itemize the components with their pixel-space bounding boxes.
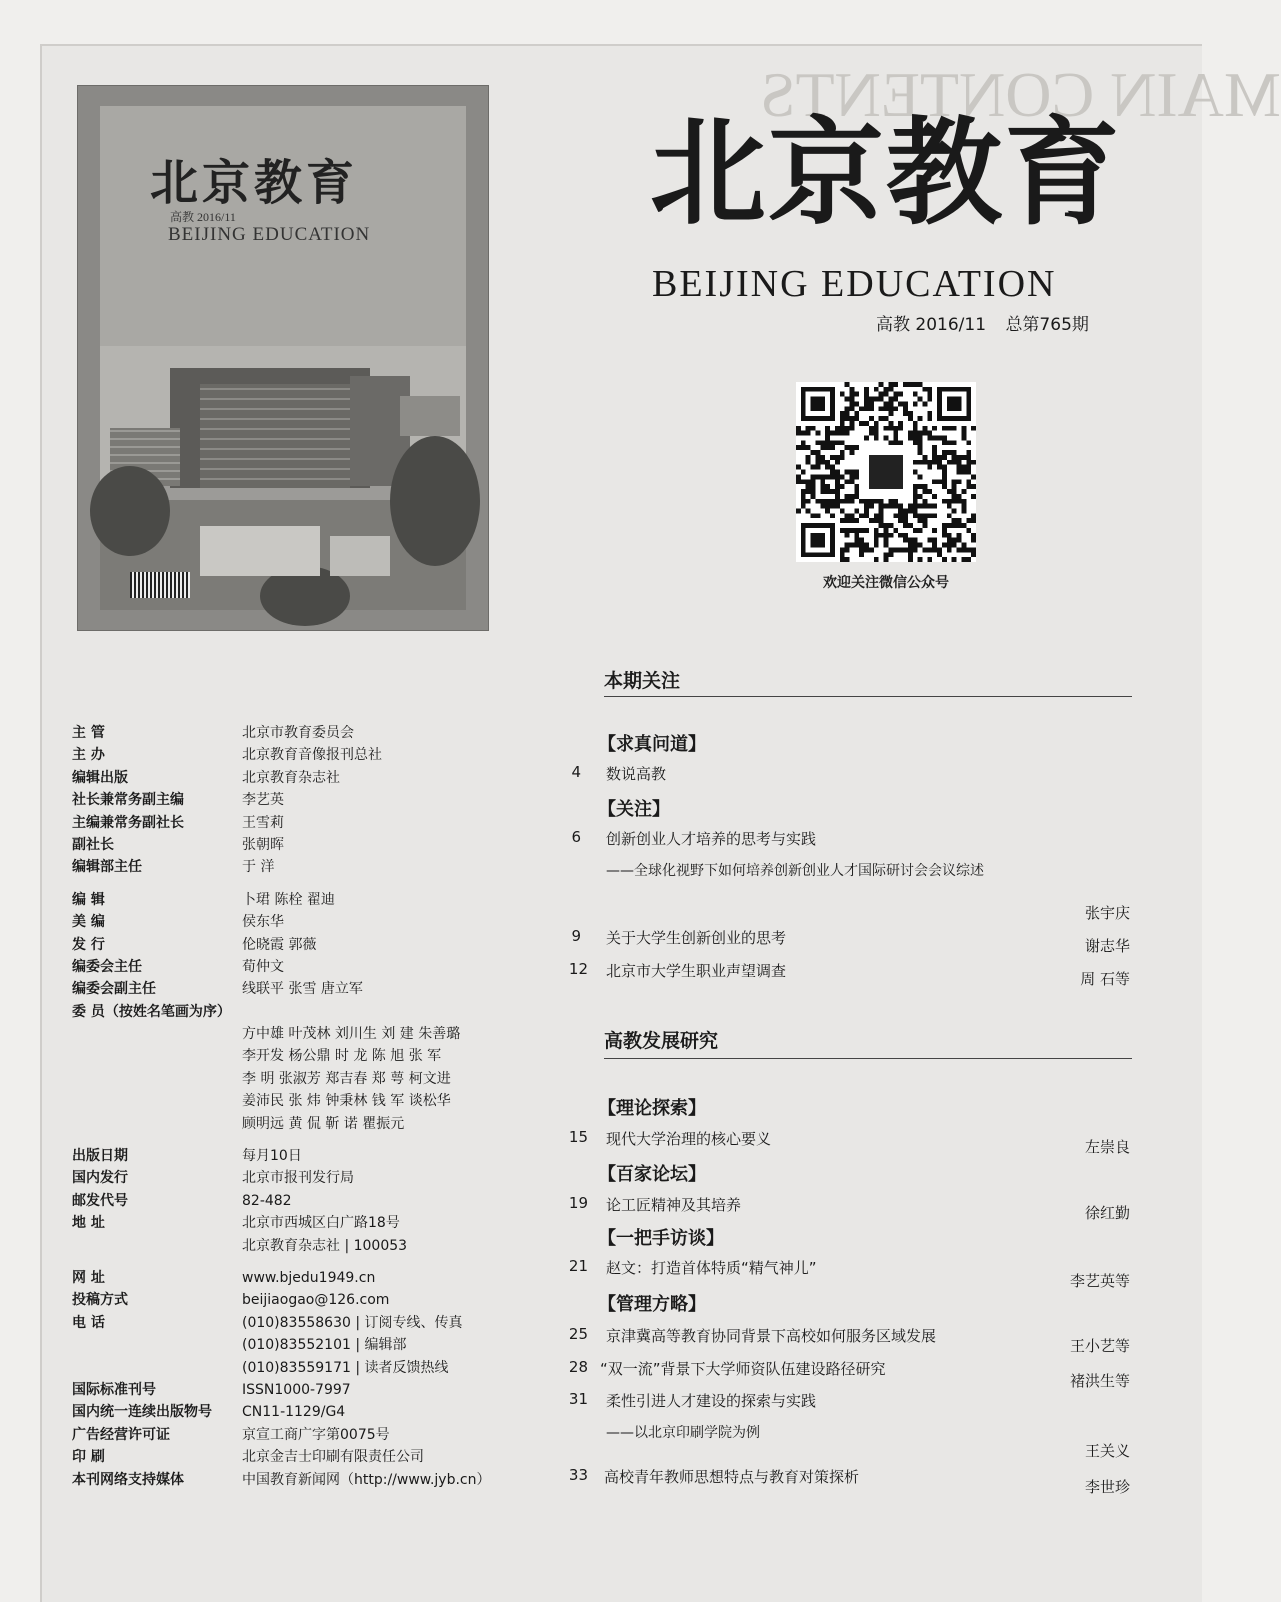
info-value: 北京市报刊发行局 xyxy=(242,1170,354,1187)
qr-caption: 欢迎关注微信公众号 xyxy=(823,575,949,591)
info-row xyxy=(72,1267,542,1289)
info-label: 网 址 xyxy=(72,1269,105,1286)
info-value: 荀仲文 xyxy=(242,958,284,975)
info-value: 姜沛民 张 炜 钟秉林 钱 军 谈松华 xyxy=(242,1093,451,1110)
info-row xyxy=(72,812,542,834)
info-value: 北京市教育委员会 xyxy=(242,725,354,741)
info-row xyxy=(72,1235,542,1257)
spacer xyxy=(72,879,542,889)
section-divider xyxy=(604,696,1132,697)
info-label: 主编兼常务副社长 xyxy=(72,814,184,831)
tag-interview: 【一把手访谈】 xyxy=(598,1228,724,1249)
info-label: 发 行 xyxy=(72,936,105,953)
info-row xyxy=(72,978,542,1000)
info-label: 编辑部主任 xyxy=(72,859,142,876)
info-value: 于 洋 xyxy=(242,859,275,876)
info-value: 伦晓霞 郭薇 xyxy=(242,936,317,953)
info-value: 顾明远 黄 侃 靳 诺 瞿振元 xyxy=(242,1115,405,1132)
info-row xyxy=(72,1068,542,1090)
info-row xyxy=(72,744,542,766)
info-label: 投稿方式 xyxy=(72,1292,128,1309)
info-row xyxy=(72,934,542,956)
section-heading-focus: 本期关注 xyxy=(604,670,681,692)
info-value: 82-482 xyxy=(242,1192,292,1209)
cover-logo: 北京教育 xyxy=(150,155,359,211)
info-row xyxy=(72,767,542,789)
toc-page: 19 xyxy=(568,1194,588,1212)
toc-author: 褚洪生等 xyxy=(1069,1372,1130,1390)
info-value: 李艺英 xyxy=(242,792,284,809)
tag-qiuzhen: 【求真问道】 xyxy=(598,734,706,755)
info-row xyxy=(72,1001,542,1023)
info-row xyxy=(72,1190,542,1212)
toc-title[interactable]: 关于大学生创新创业的思考 xyxy=(606,929,787,947)
info-row xyxy=(72,1045,542,1067)
toc-title[interactable]: 现代大学治理的核心要义 xyxy=(606,1130,772,1148)
info-label: 编辑出版 xyxy=(72,769,128,786)
toc-subtitle: ——全球化视野下如何培养创新创业人才国际研讨会会议综述 xyxy=(606,863,984,879)
info-value[interactable]: 中国教育新闻网（http://www.jyb.cn） xyxy=(242,1471,491,1488)
toc-title[interactable]: 京津冀高等教育协同背景下高校如何服务区域发展 xyxy=(606,1327,937,1345)
info-label: 地 址 xyxy=(72,1215,105,1232)
info-row xyxy=(72,1334,542,1356)
info-value: 张朝晖 xyxy=(242,836,284,853)
toc-page: 21 xyxy=(568,1257,588,1275)
toc-author: 李世珍 xyxy=(1084,1478,1130,1496)
toc-author: 谢志华 xyxy=(1084,937,1130,955)
info-row xyxy=(72,722,542,744)
section-divider xyxy=(604,1058,1132,1059)
masthead-issue xyxy=(876,310,1103,335)
info-value: ISSN1000-7997 xyxy=(242,1381,351,1398)
toc-page: 4 xyxy=(571,763,581,781)
toc-title[interactable]: “双一流”背景下大学师资队伍建设路径研究 xyxy=(600,1360,886,1378)
info-value: (010)83558630 | 订阅专线、传真 xyxy=(242,1314,463,1331)
info-value[interactable]: www.bjedu1949.cn xyxy=(242,1269,376,1286)
info-label: 出版日期 xyxy=(72,1148,128,1165)
info-value: 北京市西城区白广路18号 xyxy=(242,1215,400,1232)
info-label: 本刊网络支持媒体 xyxy=(72,1471,184,1488)
spacer xyxy=(72,1257,542,1267)
info-value: 方中雄 叶茂林 刘川生 刘 建 朱善璐 xyxy=(242,1026,461,1043)
toc-subtitle: ——以北京印刷学院为例 xyxy=(606,1425,760,1441)
info-value: 每月10日 xyxy=(242,1148,302,1165)
info-value: 京宣工商广字第0075号 xyxy=(242,1426,390,1443)
info-value: 北京教育杂志社 | 100053 xyxy=(242,1237,408,1254)
info-row xyxy=(72,1289,542,1311)
info-value: 卜珺 陈栓 翟迪 xyxy=(242,891,335,908)
info-value: 王雪莉 xyxy=(242,814,284,831)
toc-page: 15 xyxy=(568,1128,588,1146)
info-row xyxy=(72,834,542,856)
info-row xyxy=(72,789,542,811)
info-label: 国内统一连续出版物号 xyxy=(72,1404,212,1421)
toc-page: 12 xyxy=(568,960,588,978)
info-value: (010)83552101 | 编辑部 xyxy=(242,1337,407,1354)
info-value: 北京教育音像报刊总社 xyxy=(242,747,382,764)
info-row xyxy=(72,1023,542,1045)
info-value: CN11-1129/G4 xyxy=(242,1404,346,1421)
masthead-info-list xyxy=(72,722,542,1491)
section-heading-research: 高教发展研究 xyxy=(604,1030,719,1052)
toc-author: 徐红勤 xyxy=(1084,1204,1130,1222)
toc-author: 张宇庆 xyxy=(1084,904,1130,922)
info-label: 主 办 xyxy=(72,747,105,764)
toc-page: 33 xyxy=(568,1466,588,1484)
bleed-through-text: MAIN CONTENTS xyxy=(760,59,1281,130)
info-row xyxy=(72,856,542,878)
barcode xyxy=(130,572,190,598)
cover-image xyxy=(78,86,488,630)
info-row xyxy=(72,1145,542,1167)
issue-label: 高教 2016/11 xyxy=(876,315,987,335)
toc-page: 31 xyxy=(568,1390,588,1408)
info-label: 委 员（按姓名笔画为序） xyxy=(72,1003,231,1020)
info-value: 李 明 张淑芳 郑吉春 郑 萼 柯文进 xyxy=(242,1070,451,1087)
info-value[interactable]: beijiaogao@126.com xyxy=(242,1292,390,1309)
toc-page: 9 xyxy=(571,927,581,945)
info-value: 北京教育杂志社 xyxy=(242,769,340,786)
masthead-english-title: BEIJING EDUCATION xyxy=(652,263,1057,305)
info-value: (010)83559171 | 读者反馈热线 xyxy=(242,1359,449,1376)
cover-english-title: BEIJING EDUCATION xyxy=(168,224,371,245)
info-label: 印 刷 xyxy=(72,1449,105,1466)
info-row xyxy=(72,1379,542,1401)
info-row xyxy=(72,1357,542,1379)
info-value: 北京金吉士印刷有限责任公司 xyxy=(242,1449,424,1466)
toc-author: 周 石等 xyxy=(1080,970,1130,988)
info-label: 邮发代号 xyxy=(72,1192,128,1209)
cover-issue: 高教 2016/11 xyxy=(170,210,236,224)
info-label: 电 话 xyxy=(72,1314,105,1331)
info-row xyxy=(72,1401,542,1423)
info-value: 李开发 杨公鼎 时 龙 陈 旭 张 军 xyxy=(242,1048,442,1065)
info-value: 线联平 张雪 唐立军 xyxy=(242,981,363,998)
info-label: 编委会主任 xyxy=(72,958,142,975)
info-row xyxy=(72,1212,542,1234)
info-label: 编委会副主任 xyxy=(72,981,156,998)
info-label: 编 辑 xyxy=(72,891,105,908)
toc-page: 6 xyxy=(571,828,581,846)
info-row xyxy=(72,1312,542,1334)
wechat-qr-code[interactable] xyxy=(796,382,976,562)
toc-author: 王关义 xyxy=(1084,1442,1130,1460)
spacer xyxy=(72,1135,542,1145)
info-row xyxy=(72,1090,542,1112)
info-row xyxy=(72,1446,542,1468)
tag-guanli: 【管理方略】 xyxy=(598,1294,706,1315)
info-value: 侯东华 xyxy=(242,914,284,931)
tag-guanzhu: 【关注】 xyxy=(598,799,670,820)
info-label: 社长兼常务副主编 xyxy=(72,792,184,809)
info-label: 副社长 xyxy=(72,836,114,853)
tag-baijia: 【百家论坛】 xyxy=(598,1164,706,1185)
info-row xyxy=(72,1113,542,1135)
toc-title[interactable]: 创新创业人才培养的思考与实践 xyxy=(606,830,817,848)
toc-author: 王小艺等 xyxy=(1069,1337,1130,1355)
info-label: 国内发行 xyxy=(72,1170,128,1187)
toc-title[interactable]: 赵文：打造首体特质“精气神儿” xyxy=(606,1259,817,1277)
toc-title[interactable]: 数说高教 xyxy=(606,765,667,783)
total-issue-label: 总第765期 xyxy=(1005,315,1089,335)
info-row xyxy=(72,1167,542,1189)
toc-title[interactable]: 论工匠精神及其培养 xyxy=(606,1196,742,1214)
toc-title[interactable]: 高校青年教师思想特点与教育对策探析 xyxy=(604,1468,860,1486)
masthead-chinese-title: 北京教育 xyxy=(650,105,1122,241)
info-row xyxy=(72,911,542,933)
tag-lilun: 【理论探索】 xyxy=(598,1098,706,1119)
info-label: 美 编 xyxy=(72,914,105,931)
info-label: 广告经营许可证 xyxy=(72,1426,170,1443)
toc-page: 28 xyxy=(568,1358,588,1376)
info-row xyxy=(72,889,542,911)
info-label: 主 管 xyxy=(72,725,105,741)
toc-author: 左崇良 xyxy=(1084,1138,1130,1156)
info-row xyxy=(72,956,542,978)
info-label: 国际标准刊号 xyxy=(72,1381,156,1398)
info-row xyxy=(72,1469,542,1491)
toc-title[interactable]: 北京市大学生职业声望调查 xyxy=(606,962,787,980)
toc-page: 25 xyxy=(568,1325,588,1343)
toc-title[interactable]: 柔性引进人才建设的探索与实践 xyxy=(606,1392,817,1410)
info-row xyxy=(72,1424,542,1446)
toc-author: 李艺英等 xyxy=(1069,1272,1130,1290)
